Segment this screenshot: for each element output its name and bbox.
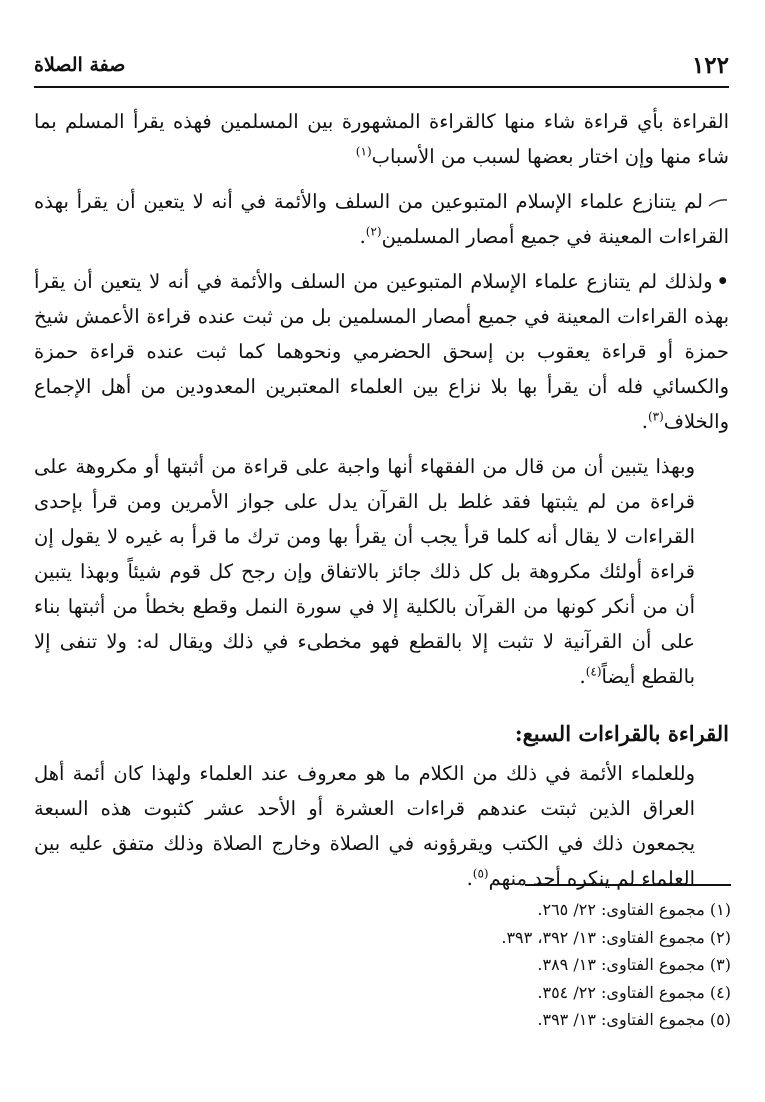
footnote: (١) مجموع الفتاوى: ٢٢/ ٢٦٥. [537,900,731,919]
page-number: ١٢٢ [691,52,729,79]
paragraph-1 [34,104,729,174]
paragraph-text: القراءة بأي قراءة شاء منها كالقراءة المشهورة بين المسلمين فهذه يقرأ المسلم بما شاء منها وإن اختار بعضها لسبب من الأسباب [34,110,729,168]
footnote: (٢) مجموع الفتاوى: ١٣/ ٣٩٢، ٣٩٣. [501,927,731,947]
bullet-mark: • [716,270,729,293]
margin-mark-icon [703,184,729,219]
paragraph-text: وبهذا يتبين أن من قال من الفقهاء أنها واجبة على قراءة من أثبتها أو مكروهة على قراءة من لم يثبتها فقد غلط بل القرآن يدل على جواز الأمرين ومن قرأ بإحدى القراءات لا يقال أنه كلما قرأ يجب أن يقرأ بها ومن ترك ما قرأ به غيره لا يقول إن قراءة أولئك مكروهة بل كل ذلك جائز بالاتفاق وإن رجح كل قوم شيئاً وبهذا يتبين أن من أنكر كونها من القرآن بالكلية إلا في سورة النمل وقطع بخطأ من أثبتها بناء على أن القرآنية لا تثبت إلا بالقطع فهو مخطىء في ذلك ويقال له: ولا تنفى إلا بالقطع أيضاً [34,455,695,688]
paragraph-5: وللعلماء الأئمة في ذلك من الكلام ما هو معروف عند العلماء ولهذا كان أئمة أهل العراق الذين ثبتت عندهم قراءات العشرة أو الأحد عشر كثبوت هذه السبعة يجمعون ذلك في الكتب ويقرؤونه في الصلاة وخارج الصلاة وذلك متفق عليه بين العلماء لم ينكره أحد منهم$^{(٥)}$. [34,762,695,890]
paragraph-4: وبهذا يتبين أن من قال من الفقهاء أنها واجبة على قراءة من أثبتها أو مكروهة على قراءة من لم يثبتها فقد غلط بل القرآن يدل على جواز الأمرين ومن قرأ بإحدى القراءات لا يقال أنه كلما قرأ يجب أن يقرأ بها ومن ترك ما قرأ به غيره لا يقول إن قراءة أولئك مكروهة بل كل ذلك جائز بالاتفاق وإن رجح كل قوم شيئاً وبهذا يتبين أن من أنكر كونها من القرآن بالكلية إلا في سورة النمل وقطع بخطأ من أثبتها بناء على أن القرآنية لا تثبت إلا بالقطع فهو مخطىء في ذلك ويقال له: ولا تنفى إلا بالقطع أيضاً$^{(٤)}$. [34,455,695,688]
paragraph-text: ولذلك لم يتنازع علماء الإسلام المتبوعين من السلف والأئمة في أنه لا يتعين أن يقرأ بهذه القراءات المعينة في جميع أمصار المسلمين بل من ثبت عنده قراءة الأعمش شيخ حمزة أو قراءة يعقوب بن إسحق الحضرمي ونحوهما كما ثبت عنده قراءة حمزة والكسائي فله أن يقرأ بها بلا نزاع بين العلماء المعتبرين المعدودين من أهل الإجماع والخلاف [34,270,729,433]
page-header [34,50,729,86]
paragraph-text: وللعلماء الأئمة في ذلك من الكلام ما هو معروف عند العلماء ولهذا كان أئمة أهل العراق الذين ثبتت عندهم قراءات العشرة أو الأحد عشر كثبوت هذه السبعة يجمعون ذلك في الكتب ويقرؤونه في الصلاة وخارج الصلاة وذلك متفق عليه بين العلماء لم ينكره أحد منهم [34,762,695,890]
main-text [34,104,729,896]
footnote-ref-1: (١) [355,144,372,159]
footnote: (٤) مجموع الفتاوى: ٢٢/ ٣٥٤. [537,982,731,1002]
footnote-ref-3: (٣) [647,409,664,424]
header-rule [34,86,729,88]
footnote-ref-4: (٤) [585,664,602,679]
footnotes [231,896,731,1034]
running-title: صفة الصلاة [34,54,126,76]
footnote: (٥) مجموع الفتاوى: ١٣/ ٣٩٣. [537,1010,731,1029]
footnote: (٣) مجموع الفتاوى: ١٣/ ٣٨٩. [537,955,731,974]
footnote-ref-5: (٥) [472,866,489,881]
section-heading: القراءة بالقراءات السبع: [514,721,729,746]
paragraph-text: لم يتنازع علماء الإسلام المتبوعين من السلف والأئمة في أنه لا يتعين أن يقرأ بهذه القراءات المعينة في جميع أمصار المسلمين [34,190,729,248]
footnote-separator [525,884,731,886]
paragraph-3: •ولذلك لم يتنازع علماء الإسلام المتبوعين من السلف والأئمة في أنه لا يتعين أن يقرأ بهذه القراءات المعينة في جميع أمصار المسلمين بل من ثبت عنده قراءة الأعمش شيخ حمزة أو قراءة يعقوب بن إسحق الحضرمي ونحوهما كما ثبت عنده قراءة حمزة والكسائي فله أن يقرأ بها بلا نزاع بين العلماء المعتبرين المعدودين من أهل الإجماع والخلاف$^{(٣)}$. [34,270,729,433]
paragraph-2: لم يتنازع علماء الإسلام المتبوعين من السلف والأئمة في أنه لا يتعين أن يقرأ بهذه القراءات المعينة في جميع أمصار المسلمين$^{(٢)}$. [34,184,729,254]
footnote-ref-2: (٢) [365,224,382,239]
